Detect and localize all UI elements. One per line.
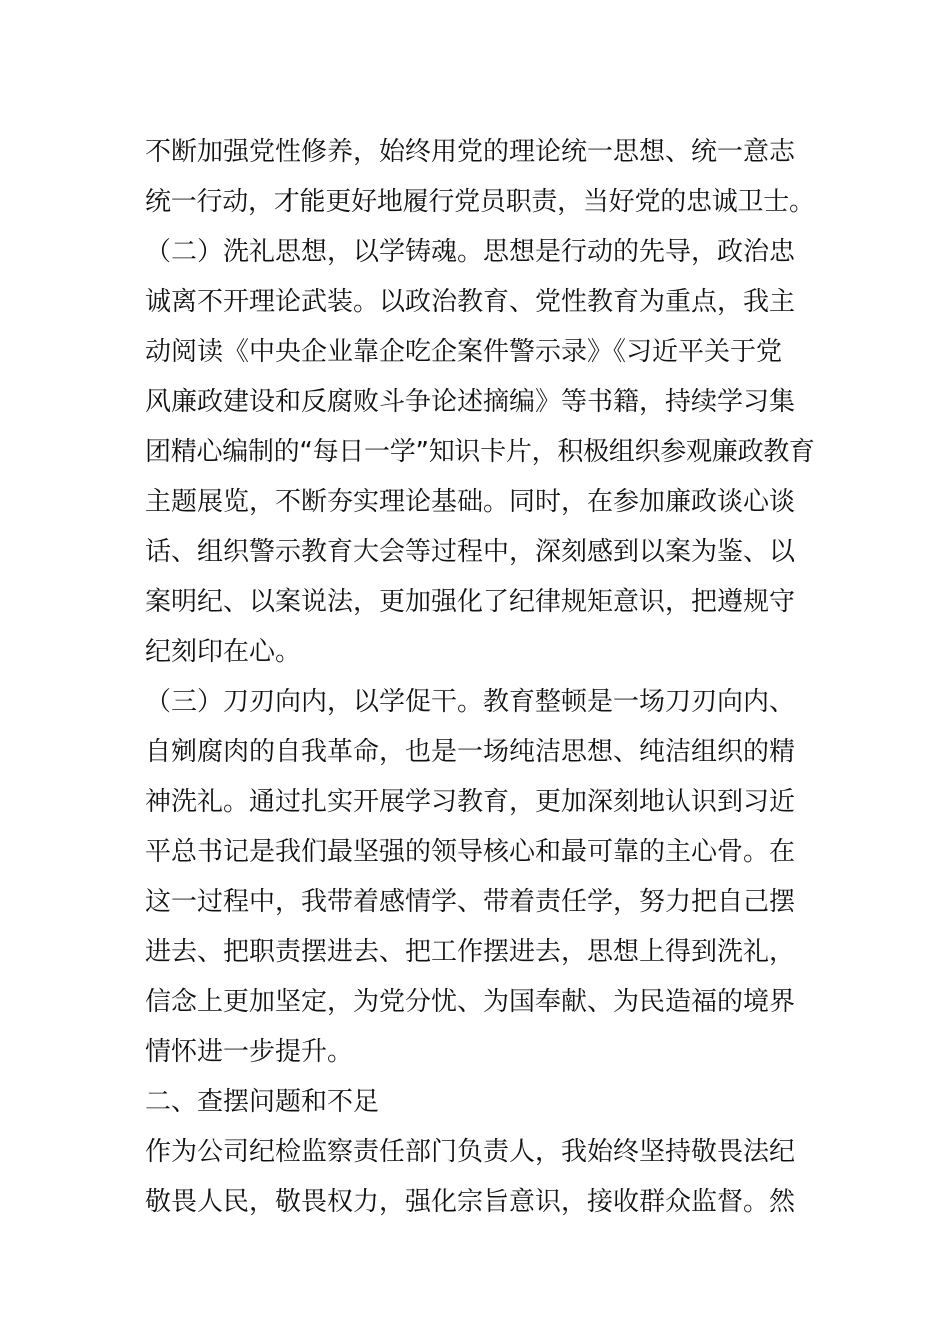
text-line: 信念上更加坚定，为党分忧、为国奉献、为民造福的境界 (145, 987, 796, 1017)
text-line: 神洗礼。通过扎实开展学习教育，更加深刻地认识到习近 (145, 787, 796, 817)
document-body (145, 127, 815, 1227)
text-line: 这一过程中，我带着感情学、带着责任学，努力把自己摆 (145, 887, 796, 917)
text-line: 案明纪、以案说法，更加强化了纪律规矩意识，把遵规守 (145, 587, 796, 617)
text-line: 平总书记是我们最坚强的领导核心和最可靠的主心骨。在 (145, 837, 796, 867)
text-line: 统一行动，才能更好地履行党员职责，当好党的忠诚卫士。 (145, 187, 815, 217)
text-line: 情怀进一步提升。 (145, 1037, 354, 1067)
text-line: 敬畏人民，敬畏权力，强化宗旨意识，接收群众监督。然 (145, 1187, 796, 1217)
text-line: 作为公司纪检监察责任部门负责人，我始终坚持敬畏法纪 (145, 1137, 796, 1167)
text-line: 纪刻印在心。 (145, 637, 302, 667)
text-line: 诚离不开理论武装。以政治教育、党性教育为重点，我主 (145, 287, 796, 317)
text-line: 主题展览，不断夯实理论基础。同时，在参加廉政谈心谈 (145, 487, 796, 517)
text-line: 自剜腐肉的自我革命，也是一场纯洁思想、纯洁组织的精 (145, 737, 796, 767)
text-line: 话、组织警示教育大会等过程中，深刻感到以案为鉴、以 (145, 537, 796, 567)
section-heading-2: （二）洗礼思想，以学铸魂。思想是行动的先导，政治忠 (145, 237, 796, 267)
chapter-heading-2: 二、查摆问题和不足 (145, 1087, 380, 1117)
text-line: 不断加强党性修养，始终用党的理论统一思想、统一意志 (145, 137, 796, 167)
text-line: 团精心编制的“每日一学”知识卡片，积极组织参观廉政教育 (145, 437, 815, 467)
text-line: 进去、把职责摆进去、把工作摆进去，思想上得到洗礼， (145, 937, 796, 967)
section-heading-3: （三）刀刃向内，以学促干。教育整顿是一场刀刃向内、 (145, 687, 796, 717)
text-line: 风廉政建设和反腐败斗争论述摘编》等书籍，持续学习集 (145, 387, 796, 417)
text-line: 动阅读《中央企业靠企吃企案件警示录》《习近平关于党 (145, 337, 783, 367)
